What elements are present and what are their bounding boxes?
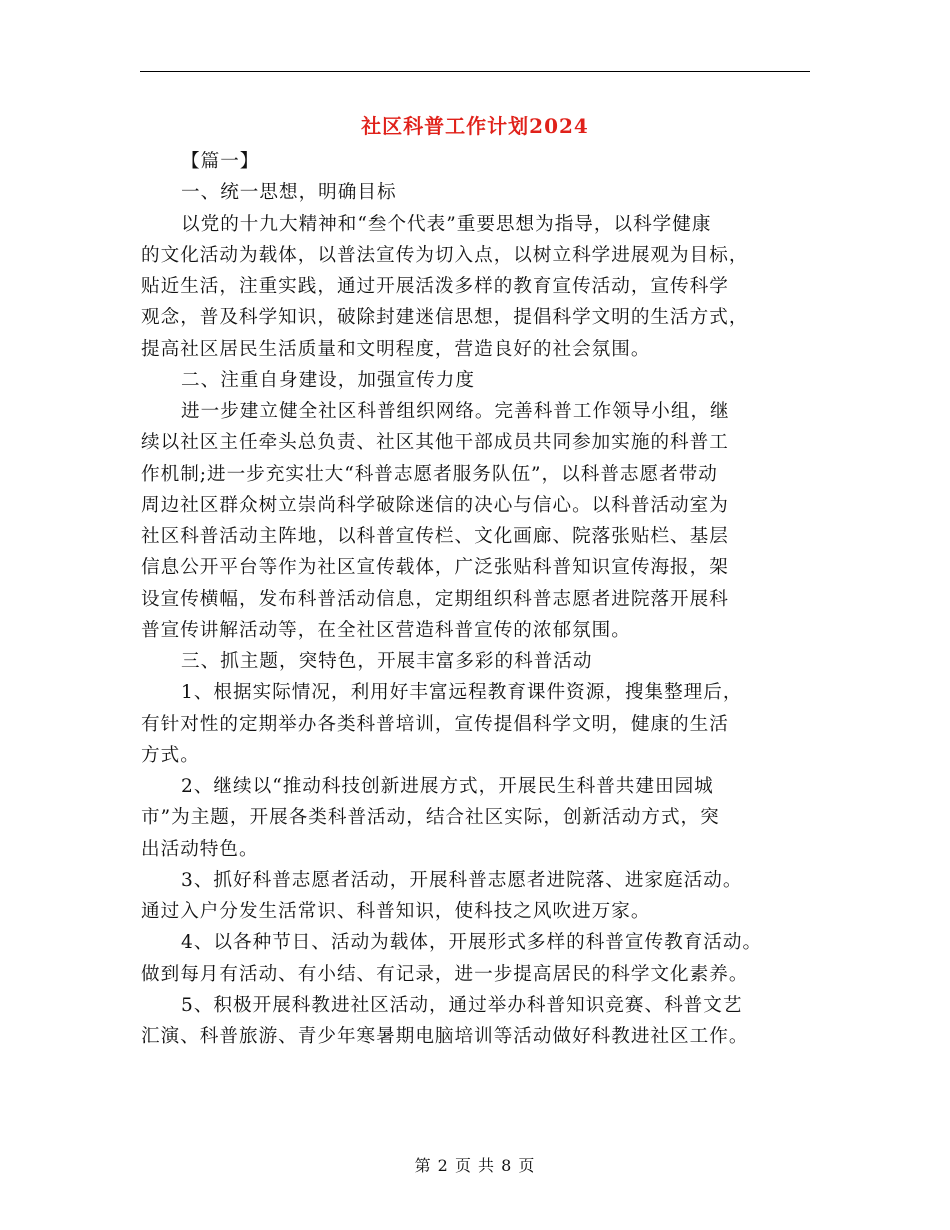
page-footer: 第 2 页 共 8 页 xyxy=(414,1156,536,1175)
text-line: 1、根据实际情况，利用好丰富远程教育课件资源，搜集整理后， xyxy=(181,682,743,704)
text-line: 设宣传横幅，发布科普活动信息，定期组织科普志愿者进院落开展科 xyxy=(141,588,729,610)
text-line: 续以社区主任牵头总负责、社区其他干部成员共同参加实施的科普工 xyxy=(141,432,729,454)
text-line: 有针对性的定期举办各类科普培训，宣传提倡科学文明，健康的生活 xyxy=(141,713,729,735)
text-line: 【篇一】 xyxy=(181,151,260,172)
document-body xyxy=(141,146,813,1052)
text-line: 方式。 xyxy=(141,744,200,766)
text-line: 观念，普及科学知识，破除封建迷信思想，提倡科学文明的生活方式， xyxy=(141,307,749,329)
text-line: 作机制;进一步充实壮大“科普志愿者服务队伍”，以科普志愿者带动 xyxy=(141,463,718,485)
text-line: 提高社区居民生活质量和文明程度，营造良好的社会氛围。 xyxy=(141,338,651,360)
text-line: 三、抓主题，突特色，开展丰富多彩的科普活动 xyxy=(181,651,593,672)
document-title: 社区科普工作计划2024 xyxy=(361,114,589,138)
text-line: 普宣传讲解活动等，在全社区营造科普宣传的浓郁氛围。 xyxy=(141,619,631,641)
text-line: 二、注重自身建设，加强宣传力度 xyxy=(181,369,475,391)
text-line: 进一步建立健全社区科普组织网络。完善科普工作领导小组，继 xyxy=(181,401,730,422)
text-line: 信息公开平台等作为社区宣传载体，广泛张贴科普知识宣传海报，架 xyxy=(141,557,729,579)
text-line: 5、积极开展科教进社区活动，通过举办科普知识竞赛、科普文艺 xyxy=(181,994,743,1016)
text-line: 周边社区群众树立崇尚科学破除迷信的决心与信心。以科普活动室为 xyxy=(141,494,729,516)
text-line: 的文化活动为载体，以普法宣传为切入点，以树立科学进展观为目标， xyxy=(141,244,749,266)
text-line: 一、统一思想，明确目标 xyxy=(181,182,397,204)
text-line: 出活动特色。 xyxy=(141,838,259,860)
text-line: 4、以各种节日、活动为载体，开展形式多样的科普宣传教育活动。 xyxy=(181,932,763,954)
text-line: 社区科普活动主阵地，以科普宣传栏、文化画廊、院落张贴栏、基层 xyxy=(141,526,729,547)
text-line: 贴近生活，注重实践，通过开展活泼多样的教育宣传活动，宣传科学 xyxy=(141,276,729,297)
text-line: 通过入户分发生活常识、科普知识，使科技之风吹进万家。 xyxy=(141,901,651,922)
text-line: 以党的十九大精神和“叁个代表”重要思想为指导，以科学健康 xyxy=(181,213,712,235)
text-line: 汇演、科普旅游、青少年寒暑期电脑培训等活动做好科教进社区工作。 xyxy=(141,1026,749,1047)
text-line: 市”为主题，开展各类科普活动，结合社区实际，创新活动方式，突 xyxy=(141,807,720,829)
text-line: 3、抓好科普志愿者活动，开展科普志愿者进院落、进家庭活动。 xyxy=(181,869,743,891)
header-rule xyxy=(140,71,810,72)
text-line: 做到每月有活动、有小结、有记录，进一步提高居民的科学文化素养。 xyxy=(141,963,749,985)
text-line: 2、继续以“推动科技创新进展方式，开展民生科普共建田园城 xyxy=(181,776,714,797)
